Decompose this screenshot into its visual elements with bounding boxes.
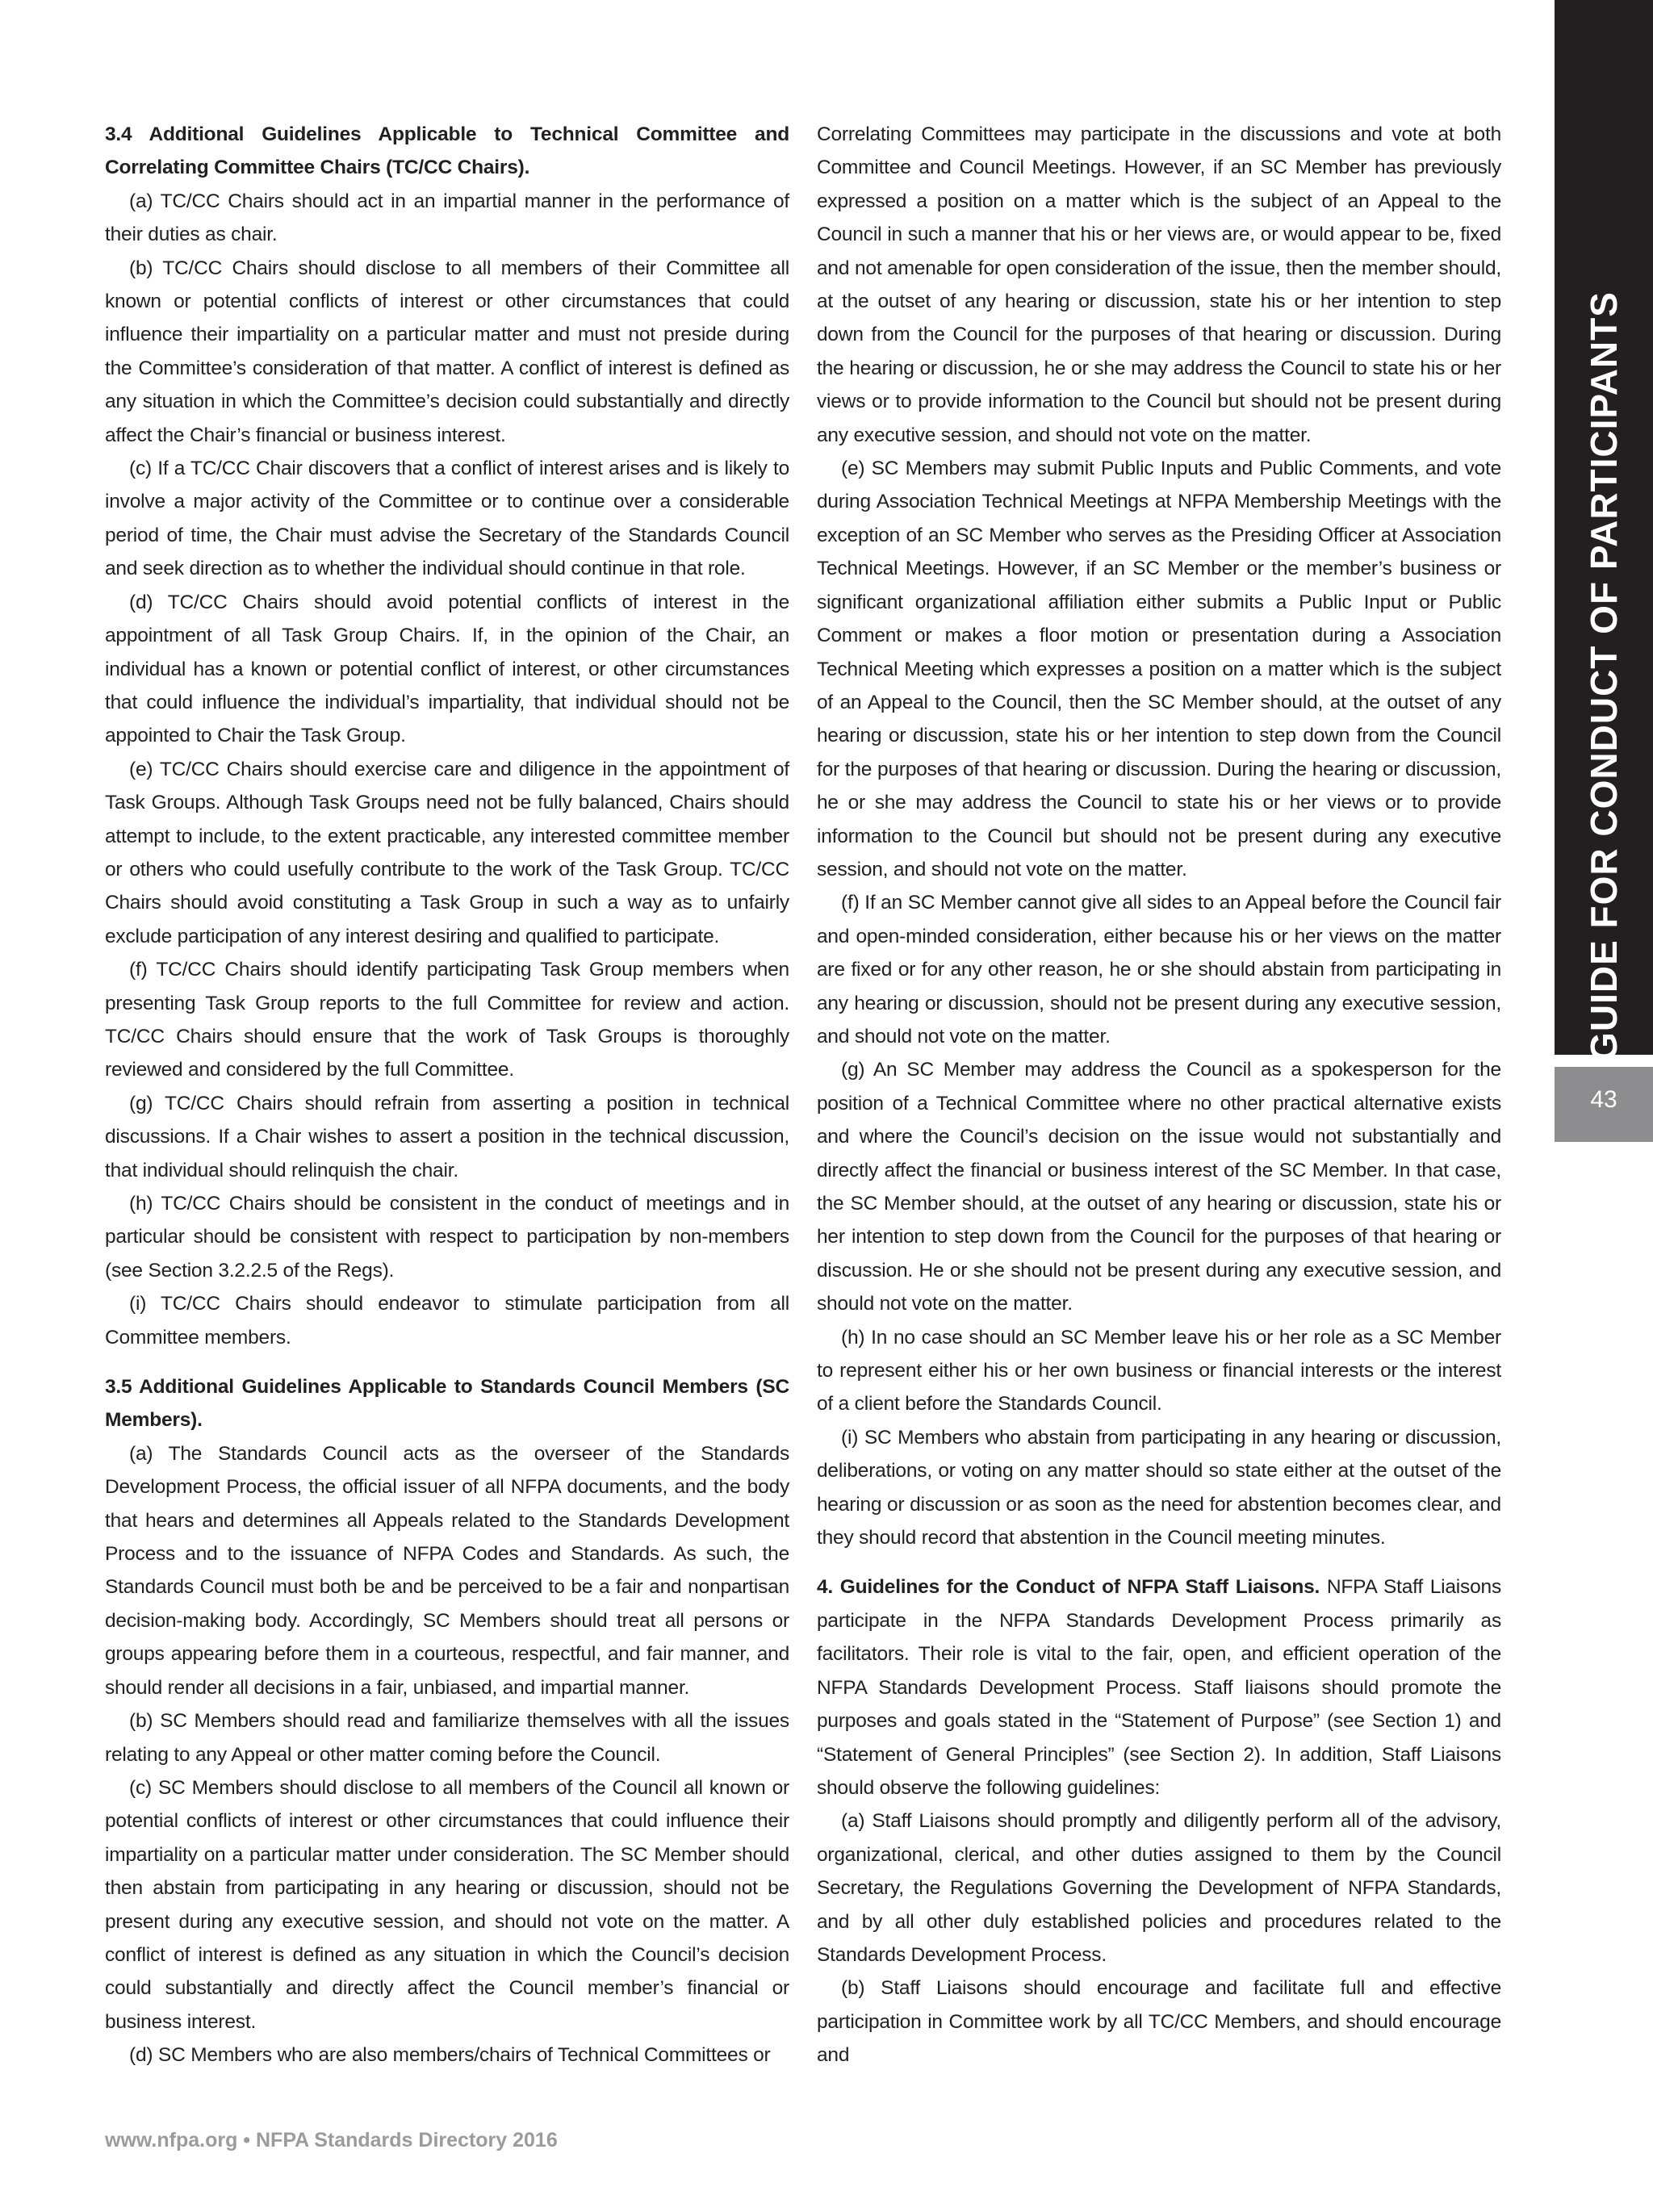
paragraph-3-5-d-start: (d) SC Members who are also members/chairs of Technical Committees or <box>129 2044 771 2067</box>
section-3-5-heading: 3.5 Additional Guidelines Applicable to Standards Council Members (SC Members). <box>105 1376 789 1432</box>
footer-text: www.nfpa.org • NFPA Standards Directory 2016 <box>105 2129 558 2151</box>
paragraph-3-5-e: (e) SC Members may submit Public Inputs and Public Comments, and vote during Association Technical Meetings at NFPA Membership Meetings with the exception of an SC Member who serves as the Presiding Officer at Association Technical Meetings. However, if an SC Member or the member’s business or significant organizational affiliation either submits a Public Input or Public Comment or makes a floor motion or presentation during a Association Technical Meeting which expresses a position on a matter which is the subject of an Appeal to the Council, then the SC Member should, at the outset of any hearing or discussion, state his or her intention to step down from the Council for the purposes of that hearing or discussion. During the hearing or discussion, he or she may address the Council to state his or her views or to provide information to the Council but should not be present during any executive session, and should not vote on the matter. <box>817 458 1501 880</box>
section-3-4-heading: 3.4 Additional Guidelines Applicable to Technical Committee and Correlating Committee Chairs (TC/CC Chairs). <box>105 123 789 179</box>
paragraph-4-b: (b) Staff Liaisons should encourage and facilitate full and effective participation in Committee work by all TC/CC Members, and should encourage and <box>817 1977 1501 2067</box>
left-column <box>105 118 789 2072</box>
paragraph-3-5-h: (h) In no case should an SC Member leave his or her role as a SC Member to represent either his or her own business or financial interests or the interest of a client before the Standards Council. <box>817 1326 1501 1415</box>
paragraph-3-4-f: (f) TC/CC Chairs should identify participating Task Group members when presenting Task Group reports to the full Committee for review and action. TC/CC Chairs should ensure that the work of Task Groups is thoroughly reviewed and considered by the full Committee. <box>105 959 789 1081</box>
paragraph-3-5-f: (f) If an SC Member cannot give all sides to an Appeal before the Council fair and open-minded consideration, either because his or her views on the matter are fixed or for any other reason, he or she should abstain from participating in any hearing or discussion, should not be present during any executive session, and should not vote on the matter. <box>817 892 1501 1047</box>
paragraph-4-a: (a) Staff Liaisons should promptly and diligently perform all of the advisory, organizational, clerical, and other duties assigned to them by the Council Secretary, the Regulations Governing the Development of NFPA Standards, and by all other duly established policies and procedures related to the Standards Development Process. <box>817 1810 1501 1966</box>
paragraph-3-5-d-continued: Correlating Committees may participate in the discussions and vote at both Committee and Council Meetings. However, if an SC Member has previously expressed a position on a matter which is the subject of an Appeal to the Council in such a manner that his or her views are, or would appear to be, fixed and not amenable for open consideration of the issue, then the member should, at the outset of any hearing or discussion, state his or her intention to step down from the Council for the purposes of that hearing or discussion. During the hearing or discussion, he or she may address the Council to state his or her views or to provide information to the Council but should not be present during any executive session, and should not vote on the matter. <box>817 123 1501 446</box>
section-side-tab <box>1555 0 1653 1061</box>
section-4-heading: 4. Guidelines for the Conduct of NFPA Staff Liaisons. <box>817 1576 1320 1599</box>
page-number: 43 <box>1590 1086 1617 1113</box>
paragraph-3-4-b: (b) TC/CC Chairs should disclose to all members of their Committee all known or potential conflicts of interest or other circumstances that could influence their impartiality on a particular matter and must not preside during the Committee’s consideration of that matter. A conflict of interest is defined as any situation in which the Committee’s decision could substantially and directly affect the Chair’s financial or business interest. <box>105 257 789 446</box>
page-number-tab <box>1555 1067 1653 1142</box>
right-column <box>817 118 1501 2072</box>
paragraph-3-4-h: (h) TC/CC Chairs should be consistent in the conduct of meetings and in particular should be consistent with respect to participation by non-members (see Section 3.2.2.5 of the Regs). <box>105 1193 789 1282</box>
paragraph-3-4-d: (d) TC/CC Chairs should avoid potential conflicts of interest in the appointment of all Task Group Chairs. If, in the opinion of the Chair, an individual has a known or potential conflict of interest, or other circumstances that could influence the individual’s impartiality, that individual should not be appointed to Chair the Task Group. <box>105 591 789 747</box>
paragraph-3-4-a: (a) TC/CC Chairs should act in an impartial manner in the performance of their duties as chair. <box>105 190 789 246</box>
paragraph-3-5-g: (g) An SC Member may address the Council as a spokesperson for the position of a Technical Committee where no other practical alternative exists and where the Council’s decision on the issue would not substantially and directly affect the financial or business interest of the SC Member. In that case, the SC Member should, at the outset of any hearing or discussion, state his or her intention to step down from the Council for the purposes of that hearing or discussion. He or she should not be present during any executive session, and should not vote on the matter. <box>817 1059 1501 1315</box>
paragraph-3-5-b: (b) SC Members should read and familiarize themselves with all the issues relating to any Appeal or other matter coming before the Council. <box>105 1710 789 1766</box>
paragraph-3-4-g: (g) TC/CC Chairs should refrain from asserting a position in technical discussions. If a Chair wishes to assert a position in the technical discussion, that individual should relinquish the chair. <box>105 1092 789 1181</box>
paragraph-3-5-c: (c) SC Members should disclose to all members of the Council all known or potential conflicts of interest or other circumstances that could influence their impartiality on a particular matter under consideration. The SC Member should then abstain from participating in any hearing or discussion, should not be present during any executive session, and should not vote on the matter. A conflict of interest is defined as any situation in which the Council’s decision could substantially and directly affect the Council member’s financial or business interest. <box>105 1776 789 2033</box>
section-4-intro: NFPA Staff Liaisons participate in the NFPA Standards Development Process primarily as facilitators. Their role is vital to the fair, open, and efficient operation of the NFPA Standards Development Process. Staff liaisons should promote the purposes and goals stated in the “Statement of Purpose” (see Section 1) and “Statement of General Principles” (see Section 2). In addition, Staff Liaisons should observe the following guidelines: <box>817 1576 1501 1799</box>
section-4-paragraph <box>817 1570 1501 1804</box>
paragraph-3-4-c: (c) If a TC/CC Chair discovers that a conflict of interest arises and is likely to involve a major activity of the Committee or to continue over a considerable period of time, the Chair must advise the Secretary of the Standards Council and seek direction as to whether the individual should continue in that role. <box>105 458 789 580</box>
side-tab-label-wrapper <box>1555 0 1653 1061</box>
paragraph-3-4-i: (i) TC/CC Chairs should endeavor to stimulate participation from all Committee members. <box>105 1293 789 1349</box>
paragraph-3-5-i: (i) SC Members who abstain from participating in any hearing or discussion, deliberations, or voting on any matter should so state either at the outset of the hearing or discussion or as soon as the need for abstention becomes clear, and they should record that abstention in the Council meeting minutes. <box>817 1426 1501 1549</box>
paragraph-3-5-a: (a) The Standards Council acts as the overseer of the Standards Development Process, the official issuer of all NFPA documents, and the body that hears and determines all Appeals related to the Standards Development Process and to the issuance of NFPA Codes and Standards. As such, the Standards Council must both be and be perceived to be a fair and nonpartisan decision-making body. Accordingly, SC Members should treat all persons or groups appearing before them in a courteous, respectful, and fair manner, and should render all decisions in a fair, unbiased, and impartial manner. <box>105 1442 789 1699</box>
side-tab-label: GUIDE FOR CONDUCT OF PARTICIPANTS <box>1583 291 1625 1061</box>
paragraph-3-4-e: (e) TC/CC Chairs should exercise care and diligence in the appointment of Task Groups. Although Task Groups need not be fully balanced, Chairs should attempt to include, to the extent practicable, any interested committee member or others who could usefully contribute to the work of the Task Group. TC/CC Chairs should avoid constituting a Task Group in such a way as to unfairly exclude participation of any interest desiring and qualified to participate. <box>105 758 789 947</box>
